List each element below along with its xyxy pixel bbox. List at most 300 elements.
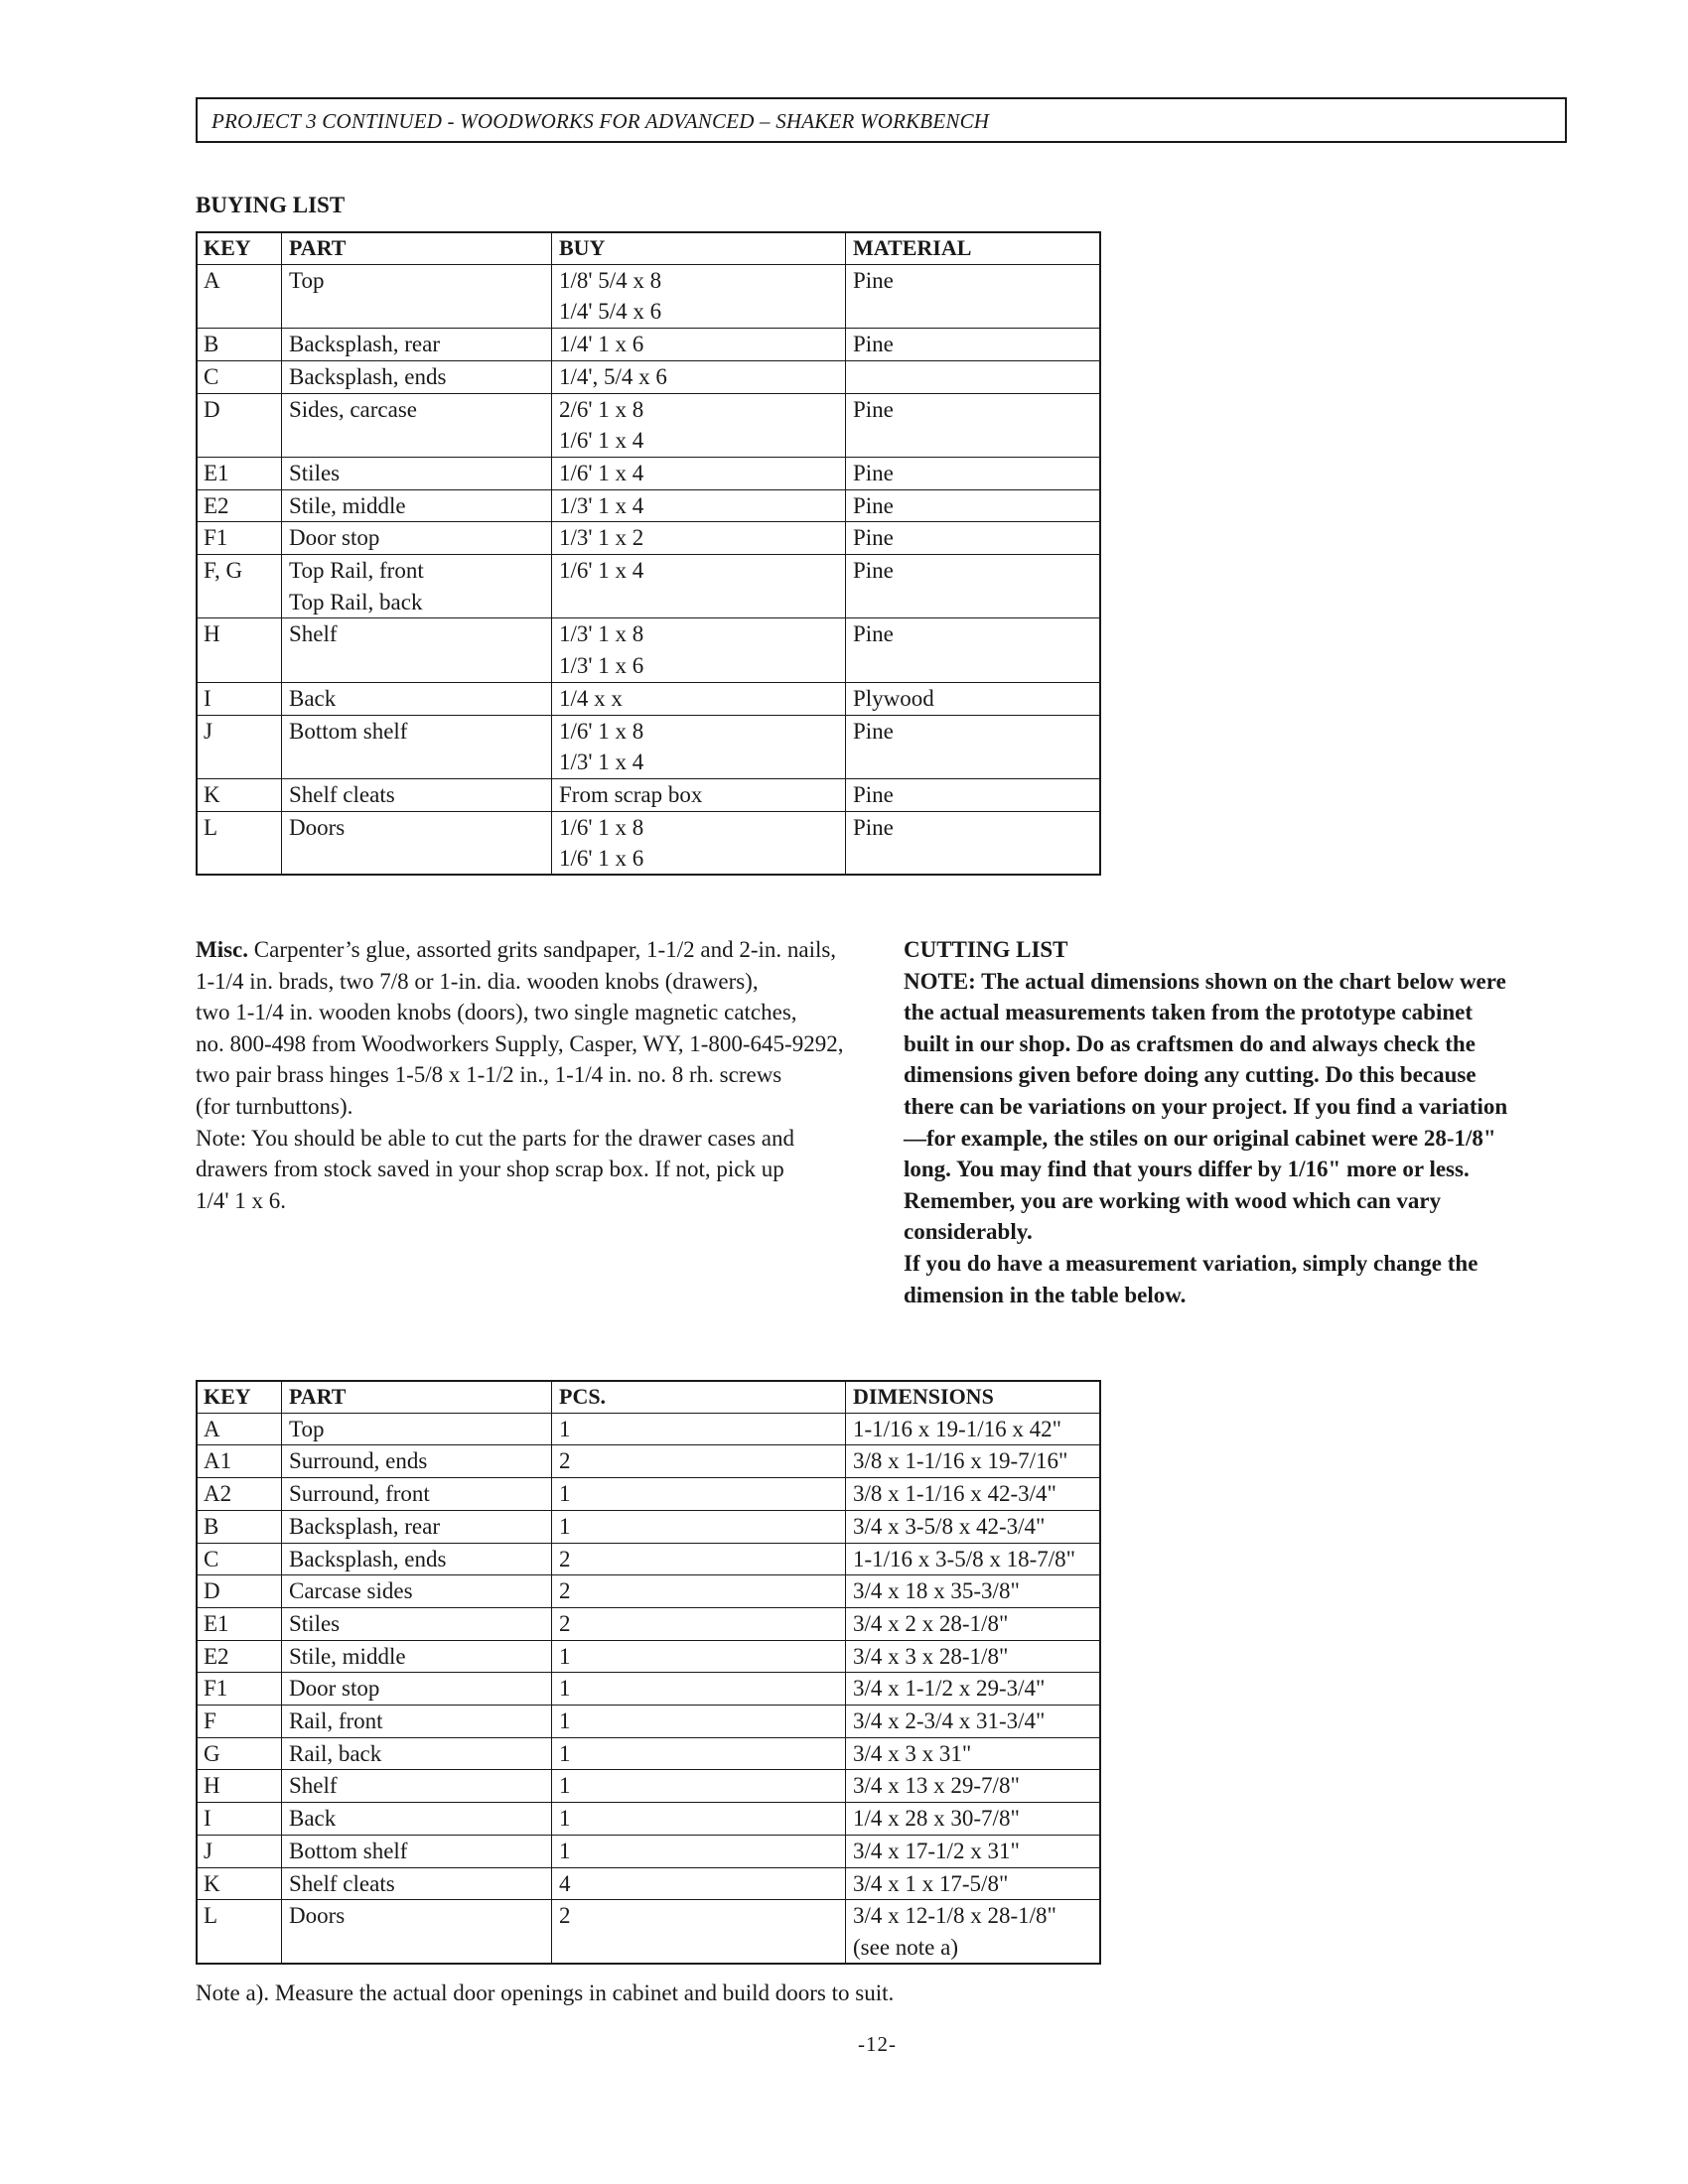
material-cell bbox=[846, 778, 1101, 811]
buying-list-title: BUYING LIST bbox=[196, 193, 346, 217]
pcs-cell-line: 1 bbox=[559, 1708, 571, 1734]
material-cell bbox=[846, 489, 1101, 522]
table-header-row bbox=[197, 1381, 1101, 1414]
pcs-cell-line: 1 bbox=[559, 1481, 571, 1507]
note-line: built in our shop. Do as craftsmen do and always check the bbox=[904, 1030, 1476, 1056]
table-row bbox=[197, 1706, 1101, 1738]
part-cell bbox=[282, 360, 552, 393]
key-cell bbox=[197, 1640, 282, 1673]
pcs-cell-line: 1 bbox=[559, 1740, 571, 1766]
note-line: long. You may find that yours differ by 1/16" more or less. bbox=[904, 1157, 1470, 1182]
material-cell-line: Pine bbox=[853, 621, 894, 647]
header-title: PROJECT 3 CONTINUED - WOODWORKS FOR ADVANCED – SHAKER WORKBENCH bbox=[211, 109, 990, 133]
key-cell bbox=[197, 778, 282, 811]
buy-cell bbox=[552, 393, 846, 457]
pcs-cell-line: 2 bbox=[559, 1546, 571, 1571]
dimensions-cell-line: 3/4 x 2 x 28-1/8" bbox=[853, 1610, 1009, 1636]
buy-cell bbox=[552, 264, 846, 328]
key-cell-line: J bbox=[204, 1838, 212, 1863]
dimensions-cell bbox=[846, 1607, 1101, 1640]
material-cell bbox=[846, 811, 1101, 875]
dimensions-cell-line: 1-1/16 x 19-1/16 x 42" bbox=[853, 1416, 1061, 1441]
material-cell bbox=[846, 264, 1101, 328]
material-cell-line: Pine bbox=[853, 814, 894, 840]
key-cell bbox=[197, 715, 282, 778]
pcs-cell-line: 1 bbox=[559, 1838, 571, 1863]
misc-line: 1/4' 1 x 6. bbox=[196, 1187, 287, 1213]
key-cell-line: I bbox=[204, 685, 211, 711]
key-cell bbox=[197, 264, 282, 328]
pcs-cell bbox=[552, 1543, 846, 1575]
column-header: DIMENSIONS bbox=[846, 1381, 1101, 1414]
dimensions-cell bbox=[846, 1445, 1101, 1478]
part-cell-line: Stile, middle bbox=[289, 492, 406, 518]
table-row bbox=[197, 1510, 1101, 1543]
page-header bbox=[196, 97, 1567, 143]
pcs-cell-line: 2 bbox=[559, 1448, 571, 1474]
table-row bbox=[197, 489, 1101, 522]
material-cell bbox=[846, 682, 1101, 715]
pcs-cell-line: 1 bbox=[559, 1676, 571, 1702]
pcs-cell bbox=[552, 1413, 846, 1445]
table-row bbox=[197, 682, 1101, 715]
dimensions-cell-line: (see note a) bbox=[853, 1934, 958, 1960]
part-cell bbox=[282, 1673, 552, 1706]
page-number: -12- bbox=[858, 2032, 897, 2056]
pcs-cell bbox=[552, 1900, 846, 1964]
buy-cell bbox=[552, 778, 846, 811]
cutting-list-title: CUTTING LIST bbox=[904, 937, 1068, 962]
part-cell bbox=[282, 264, 552, 328]
key-cell-line: D bbox=[204, 396, 220, 422]
buy-cell-line: 1/3' 1 x 6 bbox=[559, 653, 644, 679]
column-header: KEY bbox=[197, 1381, 282, 1414]
key-cell-line: A1 bbox=[204, 1448, 232, 1474]
buy-cell bbox=[552, 329, 846, 361]
buy-cell-line: 1/3' 1 x 4 bbox=[559, 750, 644, 775]
key-cell bbox=[197, 1803, 282, 1836]
note-line: the actual measurements taken from the prototype cabinet bbox=[904, 1000, 1474, 1025]
dimensions-cell bbox=[846, 1543, 1101, 1575]
material-cell-line: Pine bbox=[853, 781, 894, 807]
key-cell bbox=[197, 1543, 282, 1575]
dimensions-cell-line: 3/4 x 3 x 31" bbox=[853, 1740, 972, 1766]
part-cell bbox=[282, 1706, 552, 1738]
key-cell-line: H bbox=[204, 621, 220, 647]
key-cell bbox=[197, 457, 282, 489]
key-cell bbox=[197, 329, 282, 361]
buy-cell-line: 1/4', 5/4 x 6 bbox=[559, 363, 667, 389]
part-cell-line: Backsplash, ends bbox=[289, 363, 447, 389]
table-row bbox=[197, 1673, 1101, 1706]
misc-line: Note: You should be able to cut the parts for the drawer cases and bbox=[196, 1125, 794, 1151]
part-cell bbox=[282, 489, 552, 522]
material-cell-line: Pine bbox=[853, 492, 894, 518]
pcs-cell-line: 1 bbox=[559, 1416, 571, 1441]
note-line: dimension in the table below. bbox=[904, 1282, 1187, 1307]
column-header: PART bbox=[282, 1381, 552, 1414]
key-cell bbox=[197, 1445, 282, 1478]
material-cell-line: Pine bbox=[853, 267, 894, 293]
material-cell bbox=[846, 715, 1101, 778]
pcs-cell bbox=[552, 1867, 846, 1900]
part-cell-line: Doors bbox=[289, 1903, 346, 1929]
key-cell-line: D bbox=[204, 1578, 220, 1604]
material-cell bbox=[846, 457, 1101, 489]
table-row bbox=[197, 264, 1101, 328]
buy-cell-line: 1/6' 1 x 4 bbox=[559, 428, 644, 454]
cutting-list-note bbox=[904, 934, 1507, 1310]
buy-cell bbox=[552, 682, 846, 715]
buy-cell-line: 1/6' 1 x 4 bbox=[559, 558, 644, 584]
part-cell-line: Backsplash, rear bbox=[289, 332, 440, 357]
buy-cell bbox=[552, 360, 846, 393]
part-cell-line: Top Rail, front bbox=[289, 558, 424, 584]
pcs-cell-line: 2 bbox=[559, 1610, 571, 1636]
misc-paragraph bbox=[196, 934, 843, 1216]
table-row bbox=[197, 1607, 1101, 1640]
table-row bbox=[197, 329, 1101, 361]
key-cell-line: L bbox=[204, 814, 218, 840]
dimensions-cell-line: 3/4 x 1-1/2 x 29-3/4" bbox=[853, 1676, 1046, 1702]
dimensions-cell bbox=[846, 1835, 1101, 1867]
table-row bbox=[197, 457, 1101, 489]
material-cell-line: Pine bbox=[853, 558, 894, 584]
part-cell-line: Top bbox=[289, 1416, 325, 1441]
buy-cell-line: 1/6' 1 x 8 bbox=[559, 718, 644, 744]
key-cell bbox=[197, 1867, 282, 1900]
table-row bbox=[197, 1478, 1101, 1511]
pcs-cell bbox=[552, 1478, 846, 1511]
dimensions-cell-line: 3/4 x 13 x 29-7/8" bbox=[853, 1773, 1020, 1799]
pcs-cell bbox=[552, 1445, 846, 1478]
dimensions-cell-line: 3/4 x 3 x 28-1/8" bbox=[853, 1643, 1009, 1669]
part-cell-line: Carcase sides bbox=[289, 1578, 413, 1604]
note-line: dimensions given before doing any cutting. Do this because bbox=[904, 1062, 1477, 1088]
buy-cell bbox=[552, 489, 846, 522]
buy-cell-line: 1/4' 5/4 x 6 bbox=[559, 299, 662, 325]
part-cell bbox=[282, 1510, 552, 1543]
buy-cell-line: 1/6' 1 x 6 bbox=[559, 846, 644, 872]
dimensions-cell bbox=[846, 1478, 1101, 1511]
table-row bbox=[197, 393, 1101, 457]
buy-cell-line: 1/8' 5/4 x 8 bbox=[559, 267, 662, 293]
key-cell bbox=[197, 522, 282, 555]
key-cell-line: E2 bbox=[204, 492, 229, 518]
key-cell bbox=[197, 682, 282, 715]
key-cell bbox=[197, 1413, 282, 1445]
part-cell bbox=[282, 715, 552, 778]
dimensions-cell bbox=[846, 1413, 1101, 1445]
part-cell bbox=[282, 618, 552, 682]
buy-cell-line: From scrap box bbox=[559, 781, 703, 807]
key-cell-line: E2 bbox=[204, 1643, 229, 1669]
table-row bbox=[197, 1867, 1101, 1900]
part-cell-line: Shelf cleats bbox=[289, 1870, 395, 1896]
material-cell bbox=[846, 329, 1101, 361]
column-header: MATERIAL bbox=[846, 232, 1101, 265]
table-row bbox=[197, 360, 1101, 393]
note-line: NOTE: The actual dimensions shown on the chart below were bbox=[904, 968, 1506, 994]
part-cell bbox=[282, 1770, 552, 1803]
part-cell-line: Top bbox=[289, 267, 325, 293]
pcs-cell bbox=[552, 1640, 846, 1673]
part-cell-line: Surround, ends bbox=[289, 1448, 428, 1474]
pcs-cell bbox=[552, 1770, 846, 1803]
table-row bbox=[197, 1640, 1101, 1673]
table-row bbox=[197, 811, 1101, 875]
pcs-cell-line: 1 bbox=[559, 1513, 571, 1539]
key-cell bbox=[197, 393, 282, 457]
key-cell-line: H bbox=[204, 1773, 220, 1799]
key-cell bbox=[197, 1607, 282, 1640]
material-cell bbox=[846, 555, 1101, 618]
dimensions-cell-line: 1/4 x 28 x 30-7/8" bbox=[853, 1806, 1020, 1832]
part-cell bbox=[282, 811, 552, 875]
buy-cell bbox=[552, 715, 846, 778]
table-row bbox=[197, 618, 1101, 682]
part-cell-line: Stiles bbox=[289, 460, 341, 485]
buy-cell-line: 1/4' 1 x 6 bbox=[559, 332, 644, 357]
key-cell bbox=[197, 489, 282, 522]
pcs-cell-line: 4 bbox=[559, 1870, 571, 1896]
part-cell bbox=[282, 778, 552, 811]
misc-line: two 1-1/4 in. wooden knobs (doors), two single magnetic catches, bbox=[196, 1000, 797, 1025]
part-cell bbox=[282, 682, 552, 715]
table-row bbox=[197, 1900, 1101, 1964]
pcs-cell-line: 2 bbox=[559, 1578, 571, 1604]
material-cell-line bbox=[853, 361, 1100, 393]
dimensions-cell bbox=[846, 1706, 1101, 1738]
dimensions-cell bbox=[846, 1673, 1101, 1706]
part-cell-line: Top Rail, back bbox=[289, 589, 423, 614]
column-header: PART bbox=[282, 232, 552, 265]
misc-line: drawers from stock saved in your shop scrap box. If not, pick up bbox=[196, 1157, 784, 1182]
part-cell bbox=[282, 1737, 552, 1770]
part-cell bbox=[282, 1575, 552, 1608]
key-cell-line: A bbox=[204, 1416, 220, 1441]
pcs-cell bbox=[552, 1673, 846, 1706]
dimensions-cell bbox=[846, 1510, 1101, 1543]
part-cell-line: Bottom shelf bbox=[289, 718, 408, 744]
key-cell bbox=[197, 1835, 282, 1867]
material-cell-line: Pine bbox=[853, 332, 894, 357]
part-cell-line: Shelf bbox=[289, 621, 338, 647]
pcs-cell bbox=[552, 1607, 846, 1640]
key-cell bbox=[197, 1770, 282, 1803]
buy-cell-line: 1/6' 1 x 8 bbox=[559, 814, 644, 840]
pcs-cell bbox=[552, 1737, 846, 1770]
table-row bbox=[197, 522, 1101, 555]
buy-cell bbox=[552, 522, 846, 555]
part-cell-line: Back bbox=[289, 1806, 337, 1832]
key-cell-line: F1 bbox=[204, 525, 228, 551]
material-cell bbox=[846, 360, 1101, 393]
misc-line: Misc. Carpenter’s glue, assorted grits sandpaper, 1-1/2 and 2-in. nails, bbox=[196, 937, 837, 962]
key-cell bbox=[197, 1478, 282, 1511]
buy-cell bbox=[552, 555, 846, 618]
table-row bbox=[197, 1445, 1101, 1478]
dimensions-cell-line: 3/4 x 17-1/2 x 31" bbox=[853, 1838, 1020, 1863]
part-cell-line: Shelf bbox=[289, 1773, 338, 1799]
pcs-cell bbox=[552, 1706, 846, 1738]
part-cell-line: Stile, middle bbox=[289, 1643, 406, 1669]
table-row bbox=[197, 1770, 1101, 1803]
buy-cell-line: 1/6' 1 x 4 bbox=[559, 460, 644, 485]
part-cell-line: Surround, front bbox=[289, 1481, 430, 1507]
key-cell-line: F, G bbox=[204, 558, 243, 584]
table-row bbox=[197, 1575, 1101, 1608]
key-cell-line: K bbox=[204, 781, 220, 807]
table-row bbox=[197, 1737, 1101, 1770]
material-cell-line: Plywood bbox=[853, 685, 934, 711]
key-cell-line: F1 bbox=[204, 1676, 228, 1702]
part-cell bbox=[282, 457, 552, 489]
note-line: —for example, the stiles on our original cabinet were 28-1/8" bbox=[904, 1125, 1496, 1151]
part-cell bbox=[282, 1607, 552, 1640]
dimensions-cell-line: 1-1/16 x 3-5/8 x 18-7/8" bbox=[853, 1546, 1076, 1571]
pcs-cell-line: 1 bbox=[559, 1806, 571, 1832]
table-row bbox=[197, 555, 1101, 618]
part-cell bbox=[282, 522, 552, 555]
misc-line: two pair brass hinges 1-5/8 x 1-1/2 in., 1-1/4 in. no. 8 rh. screws bbox=[196, 1062, 782, 1088]
buy-cell-line: 1/3' 1 x 8 bbox=[559, 621, 644, 647]
dimensions-cell bbox=[846, 1900, 1101, 1964]
part-cell bbox=[282, 1900, 552, 1964]
buy-cell-line: 1/3' 1 x 2 bbox=[559, 525, 644, 551]
part-cell bbox=[282, 1543, 552, 1575]
note-line: Remember, you are working with wood which can vary bbox=[904, 1187, 1442, 1213]
key-cell-line: A bbox=[204, 267, 220, 293]
column-header: KEY bbox=[197, 232, 282, 265]
pcs-cell-line: 2 bbox=[559, 1903, 571, 1929]
misc-line: (for turnbuttons). bbox=[196, 1093, 353, 1119]
table-header-row bbox=[197, 232, 1101, 265]
table-row bbox=[197, 1543, 1101, 1575]
part-cell-line: Backsplash, ends bbox=[289, 1546, 447, 1571]
part-cell bbox=[282, 393, 552, 457]
part-cell bbox=[282, 1803, 552, 1836]
key-cell-line: I bbox=[204, 1806, 211, 1832]
misc-line: 1-1/4 in. brads, two 7/8 or 1-in. dia. wooden knobs (drawers), bbox=[196, 968, 759, 994]
pcs-cell-line: 1 bbox=[559, 1773, 571, 1799]
column-header: BUY bbox=[552, 232, 846, 265]
part-cell bbox=[282, 1640, 552, 1673]
column-header: PCS. bbox=[552, 1381, 846, 1414]
misc-line: no. 800-498 from Woodworkers Supply, Casper, WY, 1-800-645-9292, bbox=[196, 1030, 844, 1056]
key-cell-line: L bbox=[204, 1903, 218, 1929]
key-cell bbox=[197, 1900, 282, 1964]
part-cell bbox=[282, 1835, 552, 1867]
key-cell bbox=[197, 618, 282, 682]
part-cell bbox=[282, 555, 552, 618]
dimensions-cell-line: 3/4 x 18 x 35-3/8" bbox=[853, 1578, 1020, 1604]
part-cell-line: Back bbox=[289, 685, 337, 711]
pcs-cell bbox=[552, 1835, 846, 1867]
dimensions-cell-line: 3/8 x 1-1/16 x 19-7/16" bbox=[853, 1448, 1068, 1474]
part-cell-line: Doors bbox=[289, 814, 346, 840]
part-cell-line: Door stop bbox=[289, 525, 380, 551]
key-cell-line: C bbox=[204, 1546, 219, 1571]
table-row bbox=[197, 778, 1101, 811]
pcs-cell bbox=[552, 1575, 846, 1608]
key-cell-line: A2 bbox=[204, 1481, 232, 1507]
buy-cell-line: 2/6' 1 x 8 bbox=[559, 396, 644, 422]
part-cell-line: Rail, back bbox=[289, 1740, 382, 1766]
table-row bbox=[197, 1835, 1101, 1867]
note-line: there can be variations on your project. If you find a variation bbox=[904, 1093, 1508, 1119]
material-cell-line: Pine bbox=[853, 460, 894, 485]
key-cell bbox=[197, 1575, 282, 1608]
part-cell-line: Rail, front bbox=[289, 1708, 383, 1734]
dimensions-cell bbox=[846, 1803, 1101, 1836]
key-cell-line: E1 bbox=[204, 460, 229, 485]
key-cell-line: K bbox=[204, 1870, 220, 1896]
pcs-cell bbox=[552, 1803, 846, 1836]
buy-cell-line: 1/3' 1 x 4 bbox=[559, 492, 644, 518]
material-cell-line: Pine bbox=[853, 396, 894, 422]
pcs-cell-line: 1 bbox=[559, 1643, 571, 1669]
key-cell bbox=[197, 1706, 282, 1738]
dimensions-cell bbox=[846, 1575, 1101, 1608]
part-cell bbox=[282, 1445, 552, 1478]
buying-list-table bbox=[196, 231, 1101, 876]
note-line: If you do have a measurement variation, simply change the bbox=[904, 1250, 1478, 1276]
dimensions-cell bbox=[846, 1867, 1101, 1900]
dimensions-cell-line: 3/4 x 2-3/4 x 31-3/4" bbox=[853, 1708, 1046, 1734]
key-cell bbox=[197, 1673, 282, 1706]
table-row bbox=[197, 715, 1101, 778]
dimensions-cell-line: 3/4 x 3-5/8 x 42-3/4" bbox=[853, 1513, 1046, 1539]
note-line: considerably. bbox=[904, 1219, 1033, 1245]
part-cell-line: Bottom shelf bbox=[289, 1838, 408, 1863]
part-cell-line: Backsplash, rear bbox=[289, 1513, 440, 1539]
key-cell-line: E1 bbox=[204, 1610, 229, 1636]
key-cell-line: G bbox=[204, 1740, 220, 1766]
part-cell-line: Shelf cleats bbox=[289, 781, 395, 807]
part-cell bbox=[282, 1867, 552, 1900]
material-cell-line: Pine bbox=[853, 525, 894, 551]
key-cell bbox=[197, 360, 282, 393]
key-cell-line: C bbox=[204, 363, 219, 389]
buy-cell bbox=[552, 811, 846, 875]
key-cell bbox=[197, 811, 282, 875]
dimensions-cell bbox=[846, 1640, 1101, 1673]
dimensions-cell-line: 3/4 x 1 x 17-5/8" bbox=[853, 1870, 1009, 1896]
part-cell bbox=[282, 1413, 552, 1445]
buy-cell bbox=[552, 457, 846, 489]
key-cell bbox=[197, 555, 282, 618]
dimensions-cell bbox=[846, 1770, 1101, 1803]
part-cell bbox=[282, 1478, 552, 1511]
material-cell bbox=[846, 618, 1101, 682]
part-cell-line: Sides, carcase bbox=[289, 396, 417, 422]
material-cell bbox=[846, 522, 1101, 555]
buy-cell bbox=[552, 618, 846, 682]
cutting-list-table bbox=[196, 1380, 1101, 1965]
key-cell-line: B bbox=[204, 1513, 219, 1539]
key-cell-line: B bbox=[204, 332, 219, 357]
dimensions-cell bbox=[846, 1737, 1101, 1770]
key-cell-line: F bbox=[204, 1708, 216, 1734]
footnote: Note a). Measure the actual door openings in cabinet and build doors to suit. bbox=[196, 1980, 895, 2005]
misc-label: Misc. bbox=[196, 937, 249, 962]
dimensions-cell-line: 3/8 x 1-1/16 x 42-3/4" bbox=[853, 1481, 1056, 1507]
part-cell bbox=[282, 329, 552, 361]
buy-cell-line: 1/4 x x bbox=[559, 685, 623, 711]
table-row bbox=[197, 1803, 1101, 1836]
table-row bbox=[197, 1413, 1101, 1445]
